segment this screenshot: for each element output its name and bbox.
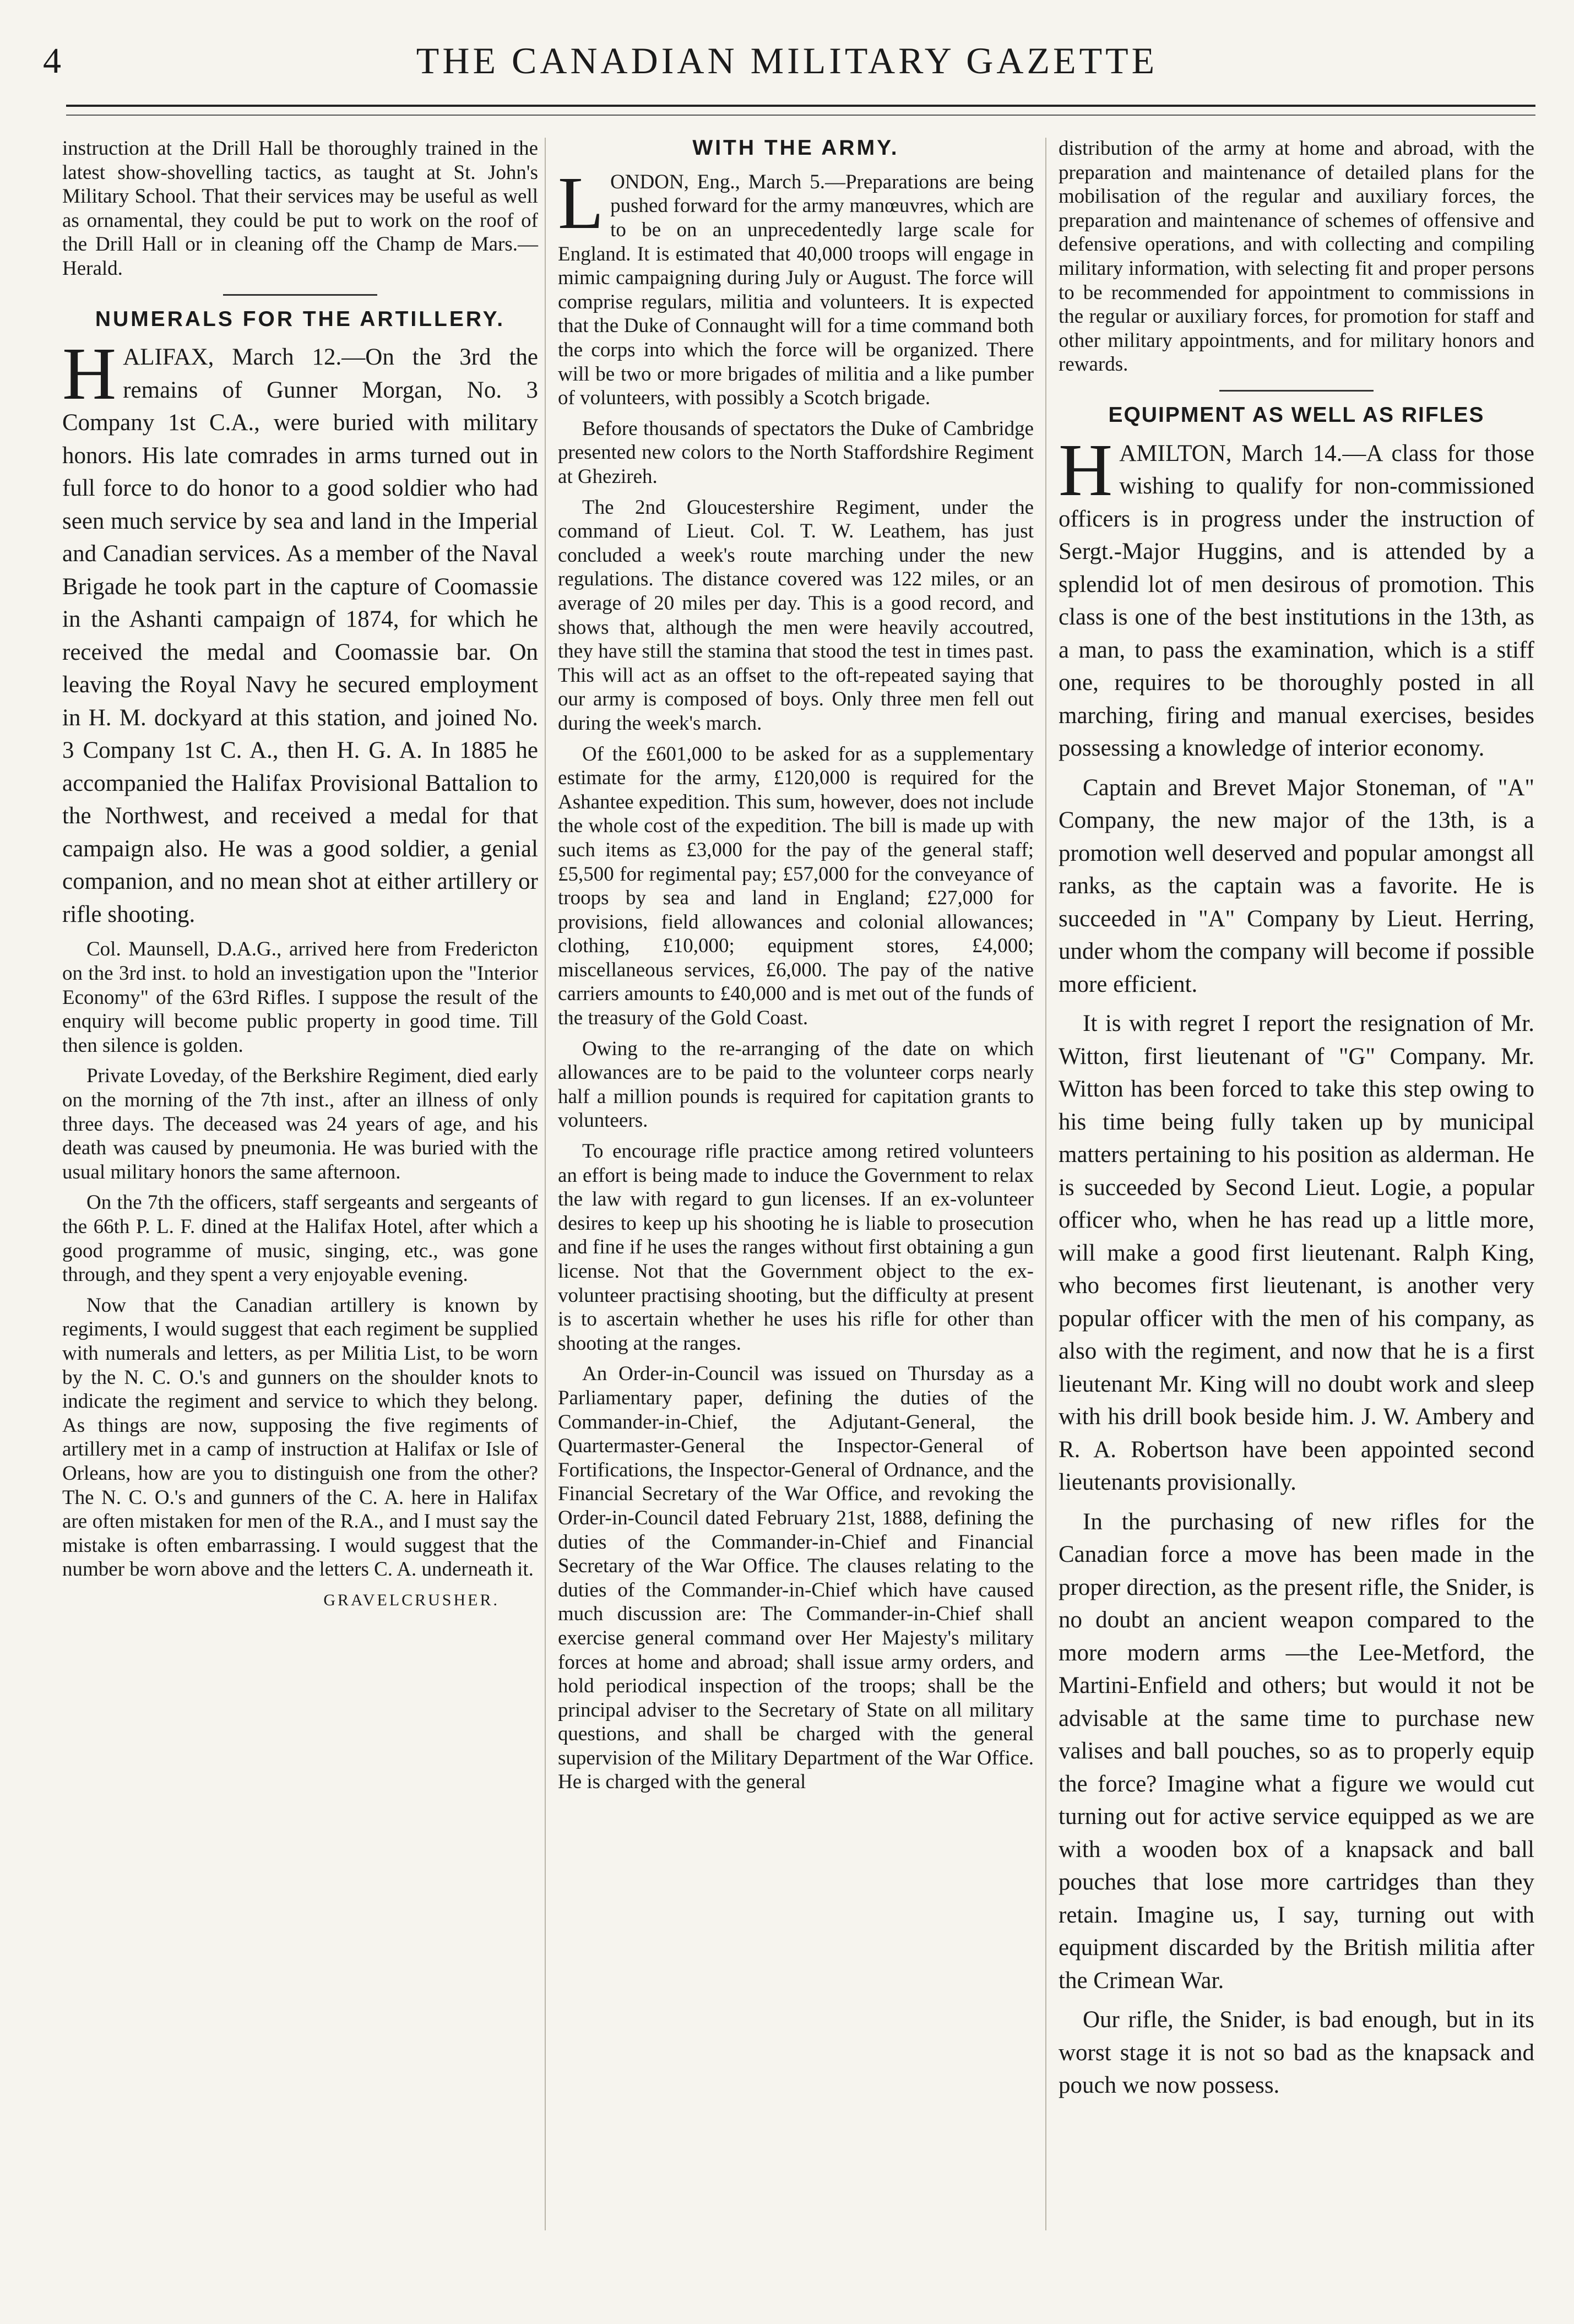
lead-text: ALIFAX, March 12.—On the 3rd the remains of Gunner Morgan, No. 3 Company 1st C.A., were buried with military honors. His late comrades in arms turned out in full force to do honor to a good soldier who had seen much service by sea and land in the Imperial and Canadian services. As a member of the Naval Brigade he took part in the capture of Coomassie in the Ashanti campaign of 1874, for which he received the medal and Coomassie bar. On leaving the Royal Navy he secured employment in H. M. dockyard at this station, and joined No. 3 Company 1st C. A., then H. G. A. In 1885 he accompanied the Halifax Provisional Battalion to the Northwest, and received a medal for that campaign also. He was a good soldier, a genial companion, and no mean shot at either artillery or rifle shooting. <box>62 344 538 927</box>
article-heading: EQUIPMENT AS WELL AS RIFLES <box>1108 403 1485 427</box>
page-number: 4 <box>43 41 61 81</box>
column-2 <box>558 137 1034 1801</box>
author-signature: GRAVELCRUSHER. <box>323 1590 500 1609</box>
column-3 <box>1059 137 1534 2109</box>
paragraph: An Order-in-Council was issued on Thursday as a Parliamentary paper, defining the duties of the Commander-in-Chief, the Adjutant-General, the Quartermaster-General the Inspector-General of Fortifications, the Inspector-General of Ordnance, and the Financial Secretary of the War Office, and revoking the Order-in-Council dated February 21st, 1888, defining the duties of the Commander-in-Chief and Financial Secretary of the War Office. The clauses relating to the duties of the Commander-in-Chief which have caused much discussion are: The Commander-in-Chief shall exercise general command over Her Majesty's military forces at home and abroad; shall issue army orders, and hold periodical inspection of the troops; shall be the principal adviser to the Secretary of State on all military questions, and shall be charged with the general supervision of the Military Department of the War Office. He is charged with the general <box>558 1362 1034 1794</box>
paragraph: Now that the Canadian artillery is known by regiments, I would suggest that each regiment be supplied with numerals and letters, as per Militia List, to be worn by the N. C. O.'s and gunners on the shoulder knots to indicate the regiment and service to which they belong. As things are now, supposing the five regiments of artillery met in a camp of instruction at Halifax or Isle of Orleans, how are you to distinguish one from the other? The N. C. O.'s and gunners of the C. A. here in Halifax are often mistaken for men of the R.A., and I must say the mistake is often embarrassing. I would suggest that the number be worn above and the letters C. A. underneath it. <box>62 1294 538 1581</box>
masthead-title: THE CANADIAN MILITARY GAZETTE <box>416 40 1158 82</box>
section-rule <box>1219 390 1374 392</box>
paragraph: In the purchasing of new rifles for the Canadian force a move has been made in the proper direction, as the present rifle, the Snider, is no doubt an ancient weapon compared to the more modern arms —the Lee-Metford, the Martini-Enfield and others; but would it not be advisable at the same time to purchase new valises and ball pouches, so as to properly equip the force? Imagine what a figure we would cut turning out for active service equipped as we are with a wooden box of a knapsack and ball pouches that lose more cartridges than they retain. Imagine us, I say, turning out with equipment discarded by the British militia after the Crimean War. <box>1059 1508 1534 1994</box>
masthead-rule <box>66 105 1535 116</box>
article-lead <box>558 161 1034 410</box>
paragraph: Captain and Brevet Major Stoneman, of "A" Company, the new major of the 13th, is a promotion well deserved and popular amongst all ranks, as the captain was a favorite. He is succeeded in "A" Company by Lieut. Herring, under whom the company will become if possible more efficient. <box>1059 774 1534 997</box>
paragraph: To encourage rifle practice among retired volunteers an effort is being made to induce the Government to relax the law with regard to gun licenses. If an ex-volunteer desires to keep up his shooting he is liable to prosecution and fine if he uses the ranges without first obtaining a gun license. Not that the Government object to the ex-volunteer practising shooting, but the difficulty at present is to ascertain whether he uses his rifle for other than shooting at the ranges. <box>558 1140 1034 1355</box>
paragraph: It is with regret I report the resignation of Mr. Witton, first lieutenant of "G" Company. Mr. Witton has been forced to take this step owing to his time being fully taken up by municipal matters pertaining to his position as alderman. He is succeeded by Second Lieut. Logie, a popular officer who, when he has read up a little more, will make a good first lieutenant. Ralph King, who becomes first lieutenant, is another very popular officer with the men of his company, as also with the regiment, and now that he is a first lieutenant Mr. King will no doubt work and sleep with his drill book beside him. J. W. Ambery and R. A. Robertson have been appointed second lieutenants provisionally. <box>1059 1011 1534 1496</box>
lead-text: AMILTON, March 14.—A class for those wishing to qualify for non-commissioned officers is in progress under the instruction of Sergt.-Major Huggins, and is attended by a splendid lot of men desirous of promotion. This class is one of the best institutions in the 13th, as a man, to pass the examination, which is a stiff one, requires to be thoroughly posted in all marching, firing and manual exercises, besides possessing a knowledge of interior economy. <box>1059 440 1534 762</box>
article-heading: NUMERALS FOR THE ARTILLERY. <box>95 307 506 331</box>
article-continuation: instruction at the Drill Hall be thoroughly trained in the latest show-shovelling tactics, as taught at St. John's Military School. That their services may be useful as well as ornamental, they could be put to work on the roof of the Drill Hall or in cleaning off the Champ de Mars.—Herald. <box>62 137 538 280</box>
article-continuation: distribution of the army at home and abroad, with the preparation and maintenance of detailed plans for the mobilisation of the regular and auxiliary forces, the preparation and maintenance of schemes of offensive and defensive operations, and with collecting and compiling military information, with selecting fit and proper persons to be recommended for appointment to commissions in the regular or auxiliary forces, for promotion for staff and other military appointments, and for military honors and rewards. <box>1059 137 1534 376</box>
paragraph: Private Loveday, of the Berkshire Regiment, died early on the morning of the 7th inst., after an illness of only three days. The deceased was 24 years of age, and his death was caused by pneumonia. He was buried with the usual military honors the same afternoon. <box>62 1065 538 1183</box>
drop-cap: H <box>1059 428 1113 512</box>
paragraph: Our rifle, the Snider, is bad enough, but in its worst stage it is not so bad as the knapsack and pouch we now possess. <box>1059 2007 1534 2099</box>
section-rule <box>223 294 377 296</box>
column-divider <box>1045 138 1046 2230</box>
paragraph: The 2nd Gloucestershire Regiment, under the command of Lieut. Col. T. W. Leathem, has just concluded a week's route marching under the new regulations. The distance covered was 122 miles, or an average of 20 miles per day. This is a good record, and shows that, although the men were heavily accoutred, they have still the stamina that stood the test in times past. This will act as an offset to the oft-repeated saying that our army is composed of boys. Only three men fell out during the week's march. <box>558 496 1034 735</box>
paragraph: Owing to the re-arranging of the date on which allowances are to be paid to the volunteer corps nearly half a million pounds is required for capitation grants to volunteers. <box>558 1037 1034 1132</box>
article-lead <box>62 333 538 931</box>
column-divider <box>545 138 546 2230</box>
paragraph: Before thousands of spectators the Duke of Cambridge presented new colors to the North Staffordshire Regiment at Ghezireh. <box>558 417 1034 488</box>
paragraph: Of the £601,000 to be asked for as a supplementary estimate for the army, £120,000 is required for the Ashantee expedition. This sum, however, does not include the whole cost of the expedition. The bill is made up with such items as £3,000 for the pay of the general staff; £5,500 for regimental pay; £57,000 for the conveyance of troops by sea and land in England; £27,000 for provisions, field allowances and colonial allowances; clothing, £10,000; equipment stores, £4,000; miscellaneous services, £6,000. The pay of the native carriers amounts to £40,000 and is met out of the funds of the treasury of the Gold Coast. <box>558 742 1034 1030</box>
column-1 <box>62 137 538 1612</box>
lead-text: ONDON, Eng., March 5.—Preparations are being pushed forward for the army manœuvres, which are to be on an unprecedentedly large scale for England. It is estimated that 40,000 troops will engage in mimic campaigning during July or August. The force will comprise regulars, militia and volunteers. It is expected that the Duke of Connaught will for a time command both the corps into which the force will be organized. There will be two or more brigades of militia and a like pumber of volunteers, with possibly a Scotch brigade. <box>558 170 1034 410</box>
article-heading: WITH THE ARMY. <box>692 136 899 160</box>
paragraph: Col. Maunsell, D.A.G., arrived here from Fredericton on the 3rd inst. to hold an investigation upon the "Interior Economy" of the 63rd Rifles. I suppose the result of the enquiry will become public property in good time. Till then silence is golden. <box>62 938 538 1057</box>
drop-cap: L <box>558 161 604 245</box>
paragraph: On the 7th the officers, staff sergeants and sergeants of the 66th P. L. F. dined at the Halifax Hotel, after which a good programme of music, singing, etc., was gone through, and they spent a very enjoyable evening. <box>62 1191 538 1286</box>
article-lead <box>1059 428 1534 765</box>
drop-cap: H <box>62 333 117 416</box>
